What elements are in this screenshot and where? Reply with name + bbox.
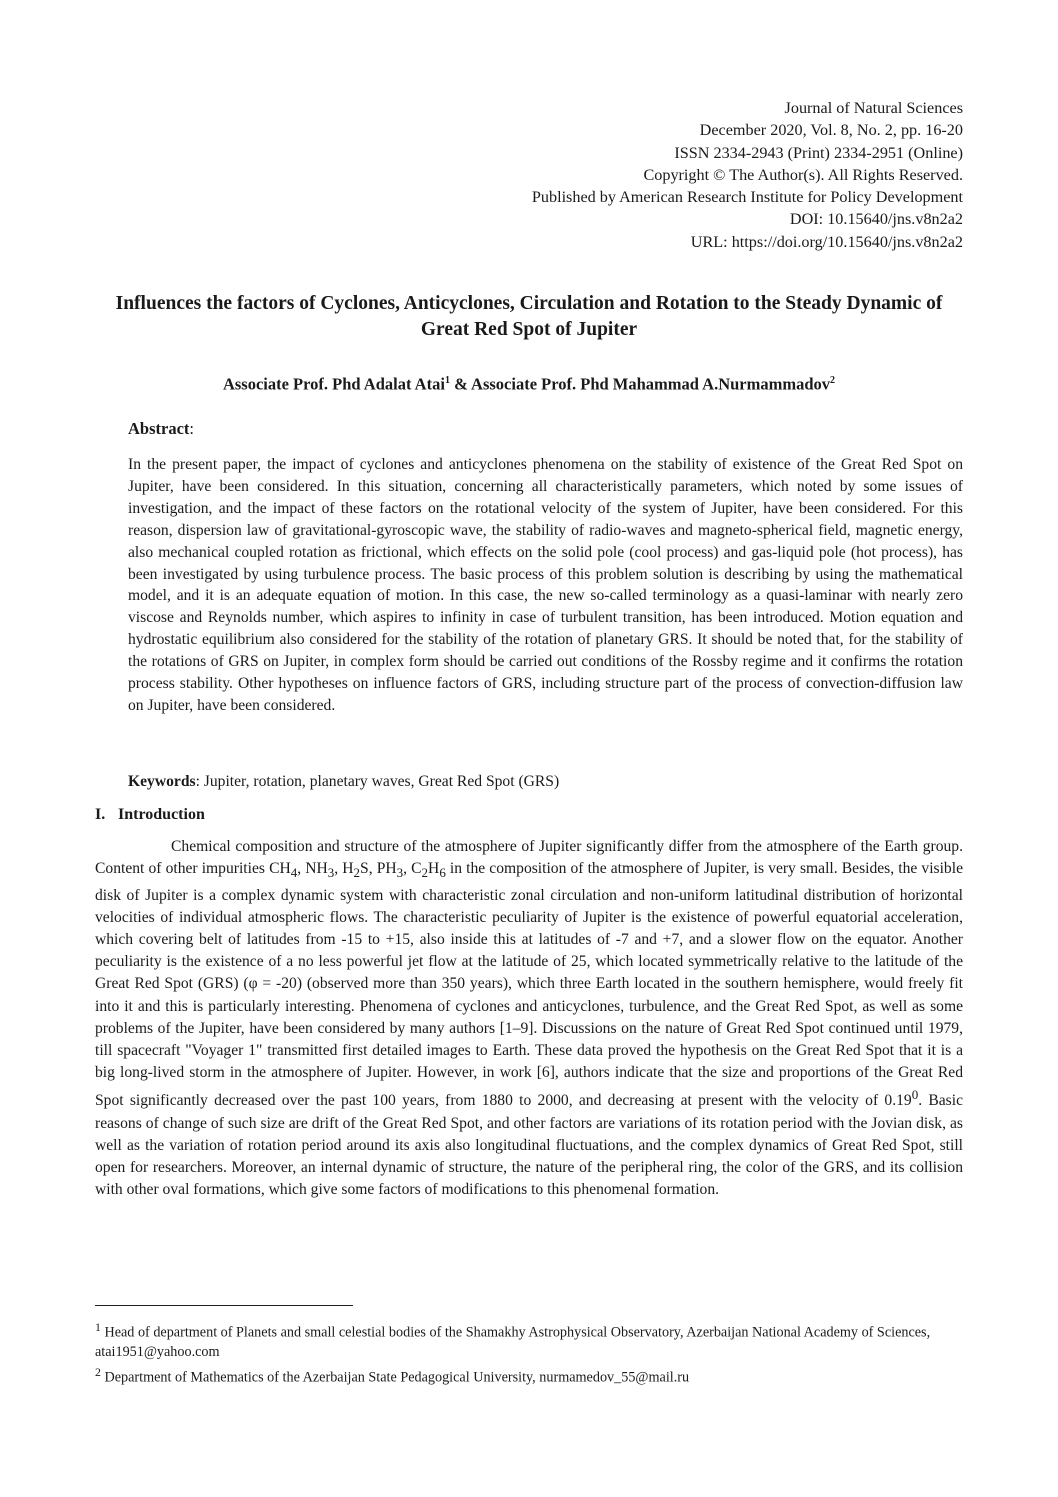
keywords-text: : Jupiter, rotation, planetary waves, Great Red Spot (GRS) xyxy=(195,773,560,790)
journal-copyright: Copyright © The Author(s). All Rights Reserved. xyxy=(643,165,963,184)
chem-part: S, PH xyxy=(360,860,397,878)
intro-text-1: Chemical composition and structure of the atmosphere of Jupiter significantly differ from the atmosphere of the Earth group. Content of other impurities xyxy=(95,838,963,878)
footnote-1 xyxy=(95,1318,963,1363)
author-line xyxy=(95,370,963,396)
chem-part: , C xyxy=(403,860,422,878)
journal-publisher: Published by American Research Institute for Policy Development xyxy=(531,188,963,207)
section-heading xyxy=(95,806,205,824)
footnote-2-mark: 2 xyxy=(95,1364,101,1379)
author-2-footnote-mark: 2 xyxy=(830,375,836,386)
journal-doi: DOI: 10.15640/jns.v8n2a2 xyxy=(789,210,963,229)
footnote-1-mark: 1 xyxy=(95,1320,101,1334)
abstract-label: Abstract xyxy=(128,419,190,438)
chem-subscript: 6 xyxy=(439,865,446,881)
author-1: Associate Prof. Phd Adalat Atai xyxy=(222,374,445,394)
author-1-footnote-mark: 1 xyxy=(444,375,450,386)
footnotes xyxy=(95,1318,963,1388)
keywords-line xyxy=(128,773,559,791)
chem-subscript: 2 xyxy=(421,865,429,881)
author-2: Associate Prof. Phd Mahammad A.Nurmammadov xyxy=(471,374,831,394)
abstract-text: In the present paper, the impact of cyclones and anticyclones phenomena on the stability of existence of the Great Red Spot on Jupiter, have been considered. In this situation, concerning all characteristically parameters, which noted by some issues of investigation, and the impact of these factors on the rotational velocity of the system of Jupiter, have been considered. For this reason, dispersion law of gravitational-gyroscopic wave, the stability of radio-waves and magneto-spherical field, magnetic energy, also mechanical coupled rotation as frictional, which effects on the solid pole (cool process) and gas-liquid pole (hot process), has been investigated by using turbulence process. The basic process of this problem solution is describing by using the mathematical model, and it is an adequate equation of motion. In this case, the new so-called terminology as a quasi-laminar with nearly zero viscose and Reynolds number, which aspires to infinity in case of turbulent transition, has been introduced. Motion equation and hydrostatic equilibrium also considered for the stability of the rotation of planetary GRS. It should be noted that, for the stability of the rotations of GRS on Jupiter, in complex form should be carried out conditions of the Rossby regime and it confirms the rotation process stability. Other hypotheses on influence factors of GRS, including structure part of the process of convection-diffusion law on Jupiter, have been considered. xyxy=(128,456,963,714)
chem-part: H xyxy=(428,860,440,878)
chem-part: , H xyxy=(334,860,354,878)
author-separator: & xyxy=(449,374,472,394)
footnote-divider xyxy=(95,1305,353,1306)
chem-subscript: 2 xyxy=(353,865,361,881)
journal-name: Journal of Natural Sciences xyxy=(784,99,963,117)
introduction-paragraph xyxy=(95,836,963,1202)
degree-mark: 0 xyxy=(911,1087,919,1103)
footnote-2-text: Department of Mathematics of the Azerbaijan State Pedagogical University, nurmamedov_55@mail.ru xyxy=(100,1369,690,1386)
intro-text-2: in the composition of the atmosphere of Jupiter, is very small. Besides, the visible disk of Jupiter is a complex dynamic system with characteristic zonal circulation and non-uniform latitudinal distribution of horizontal velocities of individual atmospheric flows. The characteristic peculiarity of Jupiter is the existence of powerful equatorial acceleration, which covering belt of latitudes from -15 to +15, also inside this at latitudes of -7 and +7, and a slower flow on the equator. Another peculiarity is the existence of a no less powerful jet flow at the latitude of 25, which located symmetrically relative to the latitude of the Great Red Spot (GRS) (φ = -20) (observed more than 350 years), which three Earth located in the southern hemisphere, would freely fit into it and this is particularly interesting. Phenomena of cyclones and anticyclones, turbulence, and the Great Red Spot, as well as some problems of the Jupiter, have been considered by many authors [1–9]. Discussions on the nature of Great Red Spot continued until 1979, till spacecraft "Voyager 1" transmitted first detailed images to Earth. These data proved the hypothesis on the Great Red Spot that it is a big long-lived storm in the atmosphere of Jupiter. However, in work [6], authors indicate that the size and proportions of the Great Red Spot significantly decreased over the past 100 years, from 1880 to 2000, and decreasing at present with the velocity of 0.19 xyxy=(95,860,963,1110)
chemical-formulas xyxy=(269,860,446,881)
section-number: I. xyxy=(95,806,106,823)
journal-issn: ISSN 2334-2943 (Print) 2334-2951 (Online) xyxy=(674,143,963,162)
chem-subscript: 3 xyxy=(396,865,404,881)
keywords-label: Keywords xyxy=(128,773,196,790)
abstract-heading xyxy=(128,419,194,439)
journal-url: URL: https://doi.org/10.15640/jns.v8n2a2 xyxy=(690,232,963,251)
chem-subscript: 3 xyxy=(327,865,335,881)
intro-text-3: . Basic reasons of change of such size are drift of the Great Red Spot, and other factors are variations of its rotation period with the Jovian disk, as well as the variation of rotation period around its axis also longitudinal fluctuations, and the complex dynamics of Great Red Spot, still open for researchers. Moreover, an internal dynamic of structure, the nature of the peripheral ring, the color of the GRS, and its collision with other oval formations, which give some factors of modifications to this phenomenal formation. xyxy=(95,1092,964,1199)
journal-issue: December 2020, Vol. 8, No. 2, pp. 16-20 xyxy=(699,121,963,140)
chem-subscript: 4 xyxy=(290,865,298,881)
paper-title: Influences the factors of Cyclones, Anticyclones, Circulation and Rotation to the Steady Dynamic of Great Red Spot of Jupiter xyxy=(115,293,943,340)
section-title: Introduction xyxy=(118,806,205,823)
footnote-1-text: Head of department of Planets and small celestial bodies of the Shamakhy Astrophysical Observatory, Azerbaijan National Academy of Sciences, atai1951@yahoo.com xyxy=(95,1324,931,1361)
chem-part: , NH xyxy=(297,860,328,878)
chem-part: CH xyxy=(269,860,291,878)
abstract-colon: : xyxy=(189,419,194,438)
footnote-2 xyxy=(95,1363,963,1388)
journal-header xyxy=(532,97,963,253)
